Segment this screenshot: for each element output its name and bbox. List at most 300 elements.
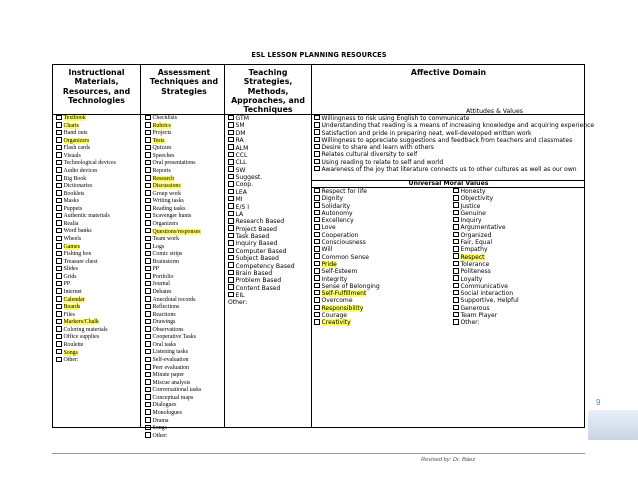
list-item-label: Subject Based [235,255,279,263]
list-item-label: Justice [460,202,481,210]
list-item-label: Rubrics [152,122,171,129]
list-item [314,130,594,137]
list-item-label: Satisfaction and pride in preparing neat, well-developed written work [321,129,532,137]
checkbox-icon [145,296,151,302]
checkbox-icon [145,130,151,136]
list-item [228,152,295,159]
list-item [453,239,519,246]
list-item [145,145,201,153]
list-item [145,281,201,289]
list-item-label: Games [63,243,80,250]
checkbox-icon [314,202,320,208]
checkbox-icon [314,261,320,267]
checkbox-icon [145,243,151,249]
list-item [314,305,380,312]
checkbox-icon [145,175,151,181]
checkbox-icon [145,364,151,370]
checkbox-icon [56,167,62,173]
checkbox-icon [145,122,151,128]
checkbox-icon [56,145,62,151]
list-item [145,183,201,191]
list-item [228,189,295,196]
list-item-label: Oral tasks [152,341,177,348]
assessment-list [145,115,201,440]
checkbox-icon [56,183,62,189]
list-item [145,289,201,297]
list-item-label: Social interaction [460,290,514,298]
list-item-label: Drawings [152,319,176,326]
list-item-label: Group work [152,190,182,197]
checkbox-icon [228,122,234,128]
list-item [314,268,380,275]
list-item [228,204,295,211]
checkbox-icon [314,312,320,318]
list-item-label: E/S I [235,203,250,211]
checkbox-icon [228,115,234,121]
list-item [56,123,116,131]
page-corner-decoration [588,410,638,440]
checkbox-icon [145,145,151,151]
list-item-label: Internet [63,289,82,296]
checkbox-icon [314,239,320,245]
checkbox-icon [314,137,320,143]
moral-values-left-list [314,188,380,327]
checkbox-icon [453,195,459,201]
checkbox-icon [56,175,62,181]
list-item [145,228,201,236]
list-item [453,305,519,312]
checkbox-icon [145,402,151,408]
list-item-label: Comic strips [152,251,183,258]
checkbox-icon [145,432,151,438]
list-item [228,255,295,262]
checkbox-icon [56,341,62,347]
checkbox-icon [145,379,151,385]
list-item [56,168,116,176]
checkbox-icon [314,188,320,194]
list-item-label: Other: [228,299,248,307]
list-item [145,334,201,342]
list-item [228,248,295,255]
list-item [453,319,519,326]
list-item-label: Empathy [460,246,488,254]
list-item [314,290,380,297]
list-item [145,349,201,357]
list-item [145,123,201,131]
checkbox-icon [228,240,234,246]
list-item [145,274,201,282]
list-item-label: Brain Based [235,269,273,277]
list-item [56,274,116,282]
checkbox-icon [228,233,234,239]
list-item [145,244,201,252]
header-affective: Affective Domain [410,68,487,77]
list-item-label: Conceptual maps [152,394,194,401]
resources-table [52,64,595,439]
list-item [145,327,201,335]
list-item-label: Fishing box [63,251,92,258]
list-item-label: Inquiry Based [235,240,278,248]
checkbox-icon [228,159,234,165]
checkbox-icon [145,115,151,121]
list-item [314,297,380,304]
list-item-label: Technological devices [63,160,116,167]
list-item [145,425,201,433]
checkbox-icon [56,304,62,310]
checkbox-icon [228,292,234,298]
list-item-label: Word banks [63,228,92,235]
list-item [314,210,380,217]
checkbox-icon [314,268,320,274]
list-item [145,251,201,259]
list-item-label: Discussions [152,183,181,190]
list-item-label: Realia [63,220,79,227]
checkbox-icon [145,372,151,378]
list-item-label: Self-evaluation [152,357,189,364]
list-item [314,312,380,319]
checkbox-icon [453,275,459,281]
checkbox-icon [453,188,459,194]
checkbox-icon [314,151,320,157]
list-item-label: Honesty [460,188,486,195]
column-divider [311,65,312,427]
list-item [228,233,295,240]
list-item [228,292,295,299]
list-item [453,290,519,297]
checkbox-icon [453,246,459,252]
header-assessment: Assessment Techniques and Strategies [149,68,219,96]
teaching-list [228,115,295,307]
list-item [314,122,594,129]
list-item-label: Objectivity [460,195,494,203]
list-item-label: Competency Based [235,262,295,270]
checkbox-icon [228,152,234,158]
checkbox-icon [145,258,151,264]
list-item-label: Minute paper [152,372,185,379]
list-item-label: Anecdotal records [152,296,196,303]
list-item [145,357,201,365]
list-item-label: Content Based [235,284,281,292]
list-item [56,244,116,252]
header-teaching: Teaching Strategies, Methods, Approaches, and Techniques [231,68,305,115]
checkbox-icon [56,236,62,242]
list-item [56,334,116,342]
list-item [453,254,519,261]
checkbox-icon [145,409,151,415]
list-item-label: PP [152,266,160,273]
list-item-label: Willingness to appreciate suggestions and feedback from teachers and classmates [321,136,573,144]
checkbox-icon [56,243,62,249]
checkbox-icon [145,341,151,347]
checkbox-icon [56,251,62,257]
list-item [56,198,116,206]
list-item [228,263,295,270]
list-item-label: Suggest. [235,174,263,181]
list-item [228,122,295,129]
list-item-label: Sense of Belonging [321,282,380,290]
list-item [145,342,201,350]
list-item [228,277,295,284]
checkbox-icon [453,210,459,216]
checkbox-icon [228,166,234,172]
list-item [56,312,116,320]
checkbox-icon [453,261,459,267]
list-item-label: Organizers [152,220,179,227]
checkbox-icon [145,357,151,363]
checkbox-icon [145,394,151,400]
list-item-label: Respect [460,253,485,261]
list-item-label: Awareness of the joy that literature connects us to other cultures as well as our own [321,166,577,174]
list-item-label: Courage [321,312,348,320]
list-item-label: Slides [63,266,78,273]
list-item-label: Speeches [152,152,175,159]
list-item [314,276,380,283]
list-item-label: ALM [235,144,249,152]
checkbox-icon [145,273,151,279]
list-item-label: SM [235,122,245,130]
checkbox-icon [145,266,151,272]
list-item-label: Writing tasks [152,198,184,205]
list-item [56,176,116,184]
checkbox-icon [228,277,234,283]
list-item [228,285,295,292]
list-item [314,246,380,253]
list-item-label: Politeness [460,268,491,276]
list-item-label: Boards [63,304,81,311]
list-item-label: Excellency [321,217,354,225]
list-item [145,236,201,244]
list-item [228,130,295,137]
list-item-label: Monologues [152,410,182,417]
list-item-label: Audio devices [63,168,98,175]
checkbox-icon [314,290,320,296]
list-item-label: Treasure chest [63,258,98,265]
checkbox-icon [228,225,234,231]
list-item-label: Tests [152,137,165,144]
list-item [145,221,201,229]
list-item [314,166,594,173]
list-item [56,183,116,191]
checkbox-icon [145,160,151,166]
checkbox-icon [145,334,151,340]
list-item [314,144,594,151]
list-item [453,268,519,275]
checkbox-icon [145,167,151,173]
list-item [56,266,116,274]
list-item-label: GTM [235,115,249,122]
checkbox-icon [453,268,459,274]
checkbox-icon [145,326,151,332]
checkbox-icon [145,387,151,393]
moral-heading: Universal Moral Values [408,180,489,187]
list-item [145,319,201,327]
list-item [56,191,116,199]
list-item [56,213,116,221]
list-item-label: Common Sense [321,253,369,261]
footer-revised-by: Revised by: Dr. Báez [421,457,476,463]
list-item [228,196,295,203]
checkbox-icon [228,218,234,224]
list-item [56,357,116,365]
list-item-label: Generous [460,304,490,312]
checkbox-icon [314,217,320,223]
list-item-label: Grids [63,273,77,280]
checkbox-icon [56,160,62,166]
list-item [228,270,295,277]
list-item [145,433,201,441]
checkbox-icon [453,239,459,245]
list-item [314,319,380,326]
list-item-label: Coloring materials [63,326,108,333]
list-item-label: Will [321,246,333,254]
list-item-label: Inquiry [460,217,482,225]
list-item-label: RA [235,137,244,145]
list-item-label: Booklets [63,190,85,197]
list-item [56,138,116,146]
checkbox-icon [145,137,151,143]
checkbox-icon [314,224,320,230]
list-item [453,195,519,202]
checkbox-icon [453,312,459,318]
list-item [453,232,519,239]
checkbox-icon [56,228,62,234]
list-item [56,153,116,161]
checkbox-icon [56,319,62,325]
list-item [453,224,519,231]
list-item-label: Calendar [63,296,85,303]
list-item [145,213,201,221]
list-item [56,319,116,327]
list-item-label: Miscue analysis [152,379,191,386]
list-item [228,159,295,166]
checkbox-icon [56,266,62,272]
checkbox-icon [228,248,234,254]
checkbox-icon [453,224,459,230]
list-item [145,198,201,206]
list-item [56,228,116,236]
checkbox-icon [145,304,151,310]
checkbox-icon [228,189,234,195]
list-item-label: Portfolio [152,273,174,280]
list-item-label: Communicative [460,282,508,290]
list-item [56,304,116,312]
list-item [145,130,201,138]
list-item-label: Organized [460,231,492,239]
checkbox-icon [56,258,62,264]
checkbox-icon [145,213,151,219]
list-item-label: Integrity [321,275,348,283]
list-item [228,299,295,306]
list-item [145,312,201,320]
list-item-label: Self-Esteem [321,268,358,276]
list-item-label: Willingness to risk using English to communicate [321,115,470,122]
checkbox-icon [56,213,62,219]
checkbox-icon [314,305,320,311]
list-item [56,145,116,153]
checkbox-icon [145,349,151,355]
list-item [453,188,519,195]
list-item-label: Fair, Equal [460,239,493,247]
list-item-label: Journal [152,281,170,288]
checkbox-icon [56,205,62,211]
document-title: ESL LESSON PLANNING RESOURCES [251,51,387,59]
checkbox-icon [453,297,459,303]
list-item [145,266,201,274]
header-materials: Instructional Materials, Resources, and Technologies [62,68,131,105]
list-item [145,304,201,312]
checkbox-icon [314,195,320,201]
list-item [453,283,519,290]
list-item [56,160,116,168]
list-item [145,153,201,161]
checkbox-icon [314,297,320,303]
list-item-label: CLL [235,159,247,167]
checkbox-icon [228,270,234,276]
list-item-label: Desire to share and learn with others [321,144,434,152]
list-item [314,115,594,122]
checkbox-icon [453,319,459,325]
list-item-label: Dialogues [152,402,177,409]
list-item-label: Other: [63,357,79,364]
list-item-label: Masks [63,198,79,205]
materials-list [56,115,116,365]
list-item [56,342,116,350]
list-item-label: Genuine [460,209,486,217]
list-item-label: Problem Based [235,277,282,285]
list-item [56,221,116,229]
list-item [228,167,295,174]
list-item [314,188,380,195]
checkbox-icon [314,129,320,135]
checkbox-icon [314,253,320,259]
list-item-label: Reflections [152,304,180,311]
list-item [228,145,295,152]
list-item-label: Flash cards [63,145,91,152]
column-divider [224,65,225,427]
checkbox-icon [228,130,234,136]
list-item [314,217,380,224]
list-item-label: Research [152,175,175,182]
checkbox-icon [56,311,62,317]
checkbox-icon [228,174,234,180]
list-item-label: Coop. [235,181,254,189]
list-item-label: Logs [152,243,165,250]
list-item-label: Project Based [235,225,277,233]
list-item-label: Solidarity [321,202,351,210]
list-item [145,395,201,403]
checkbox-icon [145,152,151,158]
list-item [145,138,201,146]
list-item [314,137,594,144]
list-item-label: Questions/responses [152,228,201,235]
list-item [314,283,380,290]
checkbox-icon [453,232,459,238]
checkbox-icon [145,288,151,294]
checkbox-icon [56,281,62,287]
checkbox-icon [314,144,320,150]
list-item-label: Loyalty [460,275,483,283]
list-item [56,130,116,138]
checkbox-icon [228,262,234,268]
list-item-label: Conversational tasks [152,387,202,394]
list-item [314,203,380,210]
checkbox-icon [145,198,151,204]
list-item [228,181,295,188]
checkbox-icon [56,288,62,294]
list-item-label: Love [321,224,336,232]
list-item [145,115,201,123]
list-item-label: EIL [235,292,245,299]
